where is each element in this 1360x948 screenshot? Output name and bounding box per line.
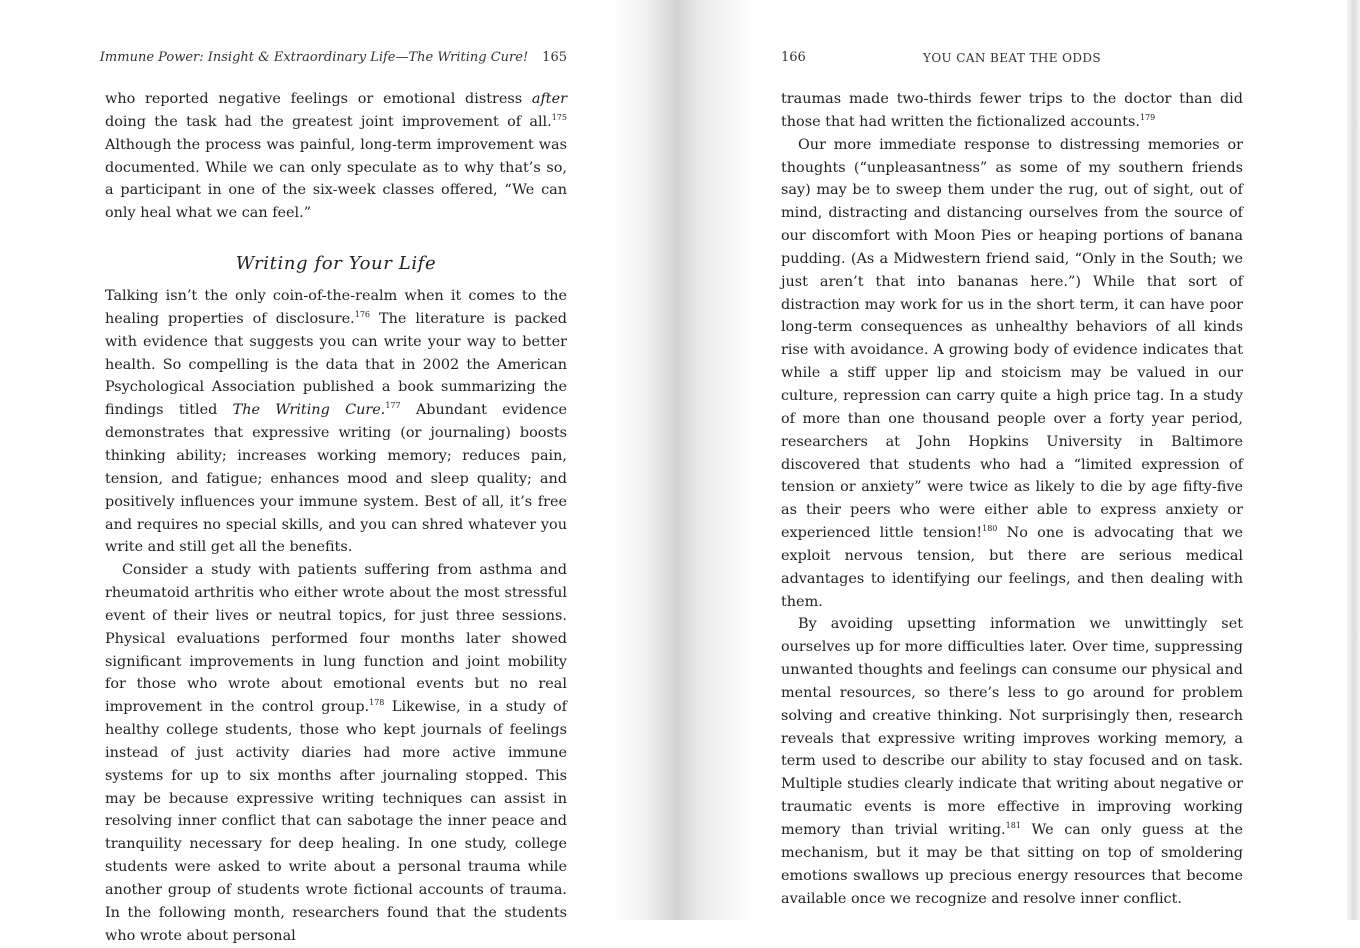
paragraph: who reported negative feelings or emotional distress after doing the task had the greatest joint improvement of all.$^{175}$ Although the process was painful, long-term improvement was documented. While we can only speculate as to why that’s so, a participant in one of the six-week classes offered, “We can only heal what we can feel.”: [105, 91, 567, 222]
running-head-title: YOU CAN BEAT THE ODDS: [923, 51, 1101, 65]
footnote-ref[interactable]: 180: [982, 524, 998, 534]
section-heading: Writing for Your Life: [235, 253, 437, 275]
book-title: The Writing Cure: [232, 402, 381, 419]
paragraph: Talking isn’t the only coin-of-the-realm when it comes to the healing properties of disclosure.$^{176}$ The literature is packed with evidence that suggests you can write your way to better health. So compelling is the data that in 2002 the American Psychological Association published a book summarizing the findings titled The Writing Cure.$^{177}$ Abundant evidence demonstrates that expressive writing (or journaling) boosts thinking ability; increases working memory; reduces pain, tension, and fatigue; enhances mood and sleep quality; and positively influences your immune system. Best of all, it’s free and requires no special skills, and you can shred whatever you write and still get all the benefits.: [105, 288, 567, 556]
left-page: [0, 0, 680, 944]
footnote-ref[interactable]: 178: [369, 698, 385, 708]
running-head-left: [100, 49, 567, 67]
footnote-ref[interactable]: 175: [551, 113, 567, 123]
footnote-ref[interactable]: 179: [1139, 113, 1156, 123]
paragraph: By avoiding upsetting information we unwittingly set ourselves up for more difficulties later. Over time, suppressing unwanted thoughts and feelings can consume our physical and mental resources, so there’s less to go around for problem solving and creative thinking. Not surprisingly then, research reveals that expressive writing improves working memory, a term used to describe our ability to stay focused and on task. Multiple studies clearly indicate that writing about negative or traumatic events is more effective in improving working memory than trivial writing.$^{181}$ We can only guess at the mechanism, but it may be that sitting on top of smoldering emotions swallows up precious energy resources that become available once we recognize and resolve inner conflict.: [781, 616, 1243, 907]
footnote-ref[interactable]: 177: [385, 401, 401, 411]
body-text-left: [105, 88, 567, 948]
page-number: 166: [781, 50, 806, 65]
footnote-ref[interactable]: 181: [1005, 821, 1021, 831]
page-number: 165: [542, 50, 567, 65]
footnote-ref[interactable]: 176: [354, 310, 371, 320]
paragraph: Our more immediate response to distressing memories or thoughts (“unpleasantness” as some of my southern friends say) may be to sweep them under the rug, out of sight, out of mind, distracting and distancing ourselves from the source of our discomfort with Moon Pies or heaping portions of banana pudding. (As a Midwestern friend said, “Only in the South; we just aren’t that into bananas here.”) While that sort of distraction may work for us in the short term, it can have poor long-term consequences as unhealthy behaviors of all kinds rise with avoidance. A growing body of evidence indicates that while a stiff upper lip and stoicism may be valued in our culture, repression can carry quite a high price tag. In a study of more than one thousand people over a forty year period, researchers at John Hopkins University in Baltimore discovered that students who had a “limited expression of tension or anxiety” were twice as likely to die by age fifty-five as their peers who were either able to express anxiety or experienced little tension!$^{180}$ No one is advocating that we exploit nervous tension, but there are serious medical advantages to identifying our feelings, and then dealing with them.: [781, 136, 1243, 610]
running-head-title: Immune Power: Insight & Extraordinary Life—The Writing Cure!: [99, 50, 529, 65]
paragraph: traumas made two-thirds fewer trips to the doctor than did those that had written the fictionalized accounts.$^{179}$: [781, 91, 1243, 130]
right-page: [680, 0, 1360, 920]
page-edge: [1347, 0, 1360, 920]
paragraph: Consider a study with patients suffering from asthma and rheumatoid arthritis who either wrote about the most stressful event of their lives or neutral topics, for just three sessions. Physical evaluations performed four months later showed significant improvements in lung function and joint mobility for those who wrote about emotional events but no real improvement in the control group.$^{178}$ Likewise, in a study of healthy college students, those who kept journals of feelings instead of just activity diaries had more active immune systems for up to six months after journaling stopped. This may be because expressive writing techniques can assist in resolving inner conflict that can sabotage the inner peace and tranquility necessary for deep healing. In one study, college students were asked to write about a personal trauma while another group of students wrote fictional accounts of trauma. In the following month, researchers found that the students who wrote about personal: [105, 562, 567, 944]
body-text-right: [781, 88, 1243, 910]
